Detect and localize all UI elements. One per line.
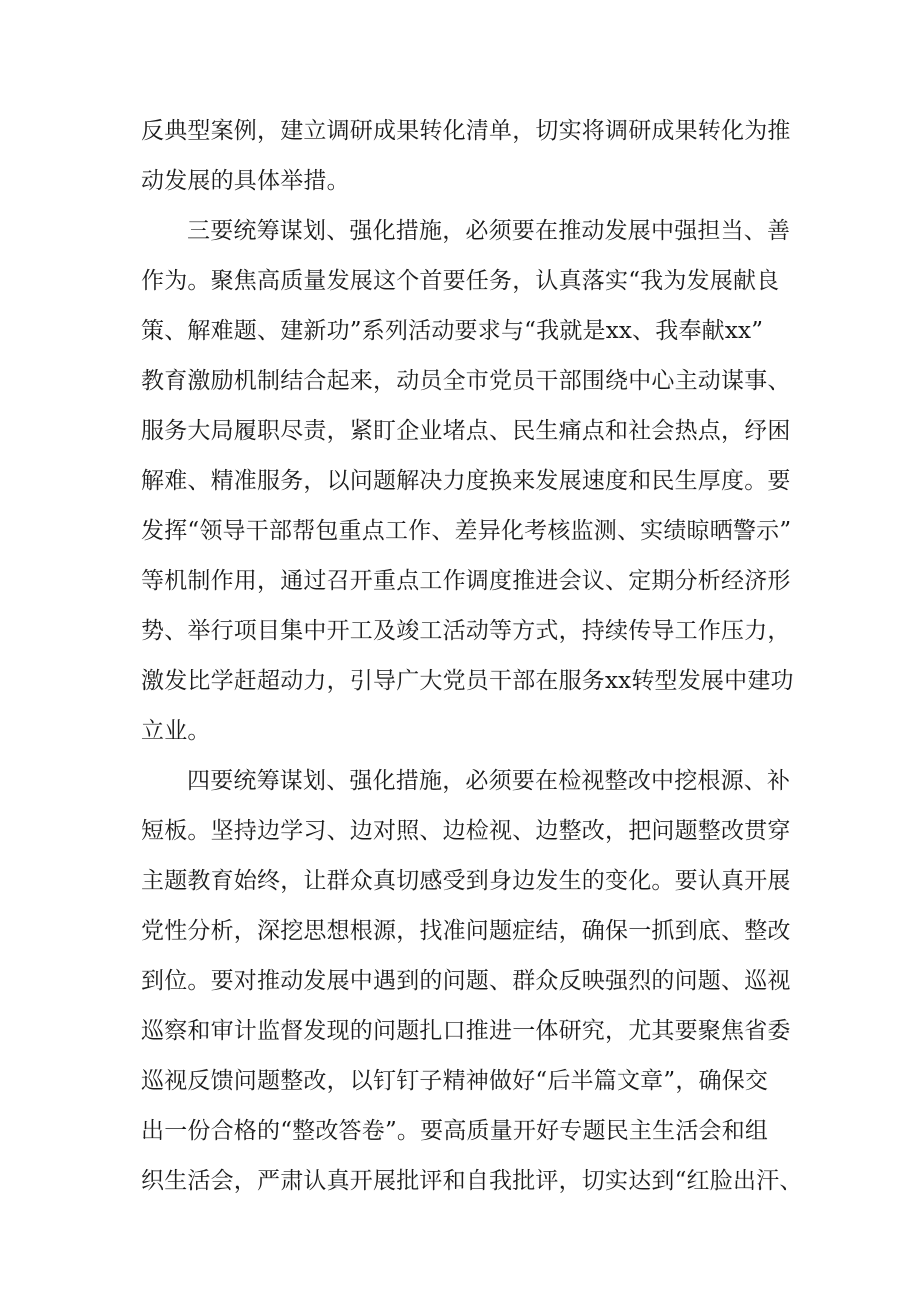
text-line: 立业。 <box>141 718 211 744</box>
text-line: 教育激励机制结合起来，动员全市党员干部围绕中心主动谋事、 <box>141 368 791 394</box>
text-line: 策、解难题、建新功”系列活动要求与“我就是xx、我奉献xx” <box>141 318 764 344</box>
text-line: 反典型案例，建立调研成果转化清单，切实将调研成果转化为推 <box>141 118 791 144</box>
text-line: 发挥“领导干部帮包重点工作、差异化考核监测、实绩晾晒警示” <box>141 518 792 544</box>
text-line: 短板。坚持边学习、边对照、边检视、边整改，把问题整改贯穿 <box>141 818 791 844</box>
text-line: 巡察和审计监督发现的问题扎口推进一体研究，尤其要聚焦省委 <box>141 1018 791 1044</box>
text-line: 作为。聚焦高质量发展这个首要任务，认真落实“我为发展献良 <box>141 268 780 294</box>
text-line: 势、举行项目集中开工及竣工活动等方式，持续传导工作压力， <box>141 618 791 644</box>
text-line: 动发展的具体举措。 <box>141 168 350 194</box>
text-line: 服务大局履职尽责，紧盯企业堵点、民生痛点和社会热点，纾困 <box>141 418 791 444</box>
text-line: 等机制作用，通过召开重点工作调度推进会议、定期分析经济形 <box>141 568 791 594</box>
text-line: 出一份合格的“整改答卷”。要高质量开好专题民主生活会和组 <box>141 1118 769 1144</box>
text-line: 激发比学赶超动力，引导广大党员干部在服务xx转型发展中建功 <box>141 668 794 694</box>
paragraph-4-first-line: 四要统筹谋划、强化措施，必须要在检视整改中挖根源、补 <box>187 768 791 794</box>
text-line: 党性分析，深挖思想根源，找准问题症结，确保一抓到底、整改 <box>141 918 791 944</box>
paragraph-3-first-line: 三要统筹谋划、强化措施，必须要在推动发展中强担当、善 <box>187 218 791 244</box>
text-line: 解难、精准服务，以问题解决力度换来发展速度和民生厚度。要 <box>141 468 791 494</box>
text-line: 巡视反馈问题整改，以钉钉子精神做好“后半篇文章”，确保交 <box>141 1068 769 1094</box>
text-line: 织生活会，严肃认真开展批评和自我批评，切实达到“红脸出汗、 <box>141 1168 803 1194</box>
text-line: 到位。要对推动发展中遇到的问题、群众反映强烈的问题、巡视 <box>141 968 791 994</box>
text-line: 主题教育始终，让群众真切感受到身边发生的变化。要认真开展 <box>141 868 791 894</box>
